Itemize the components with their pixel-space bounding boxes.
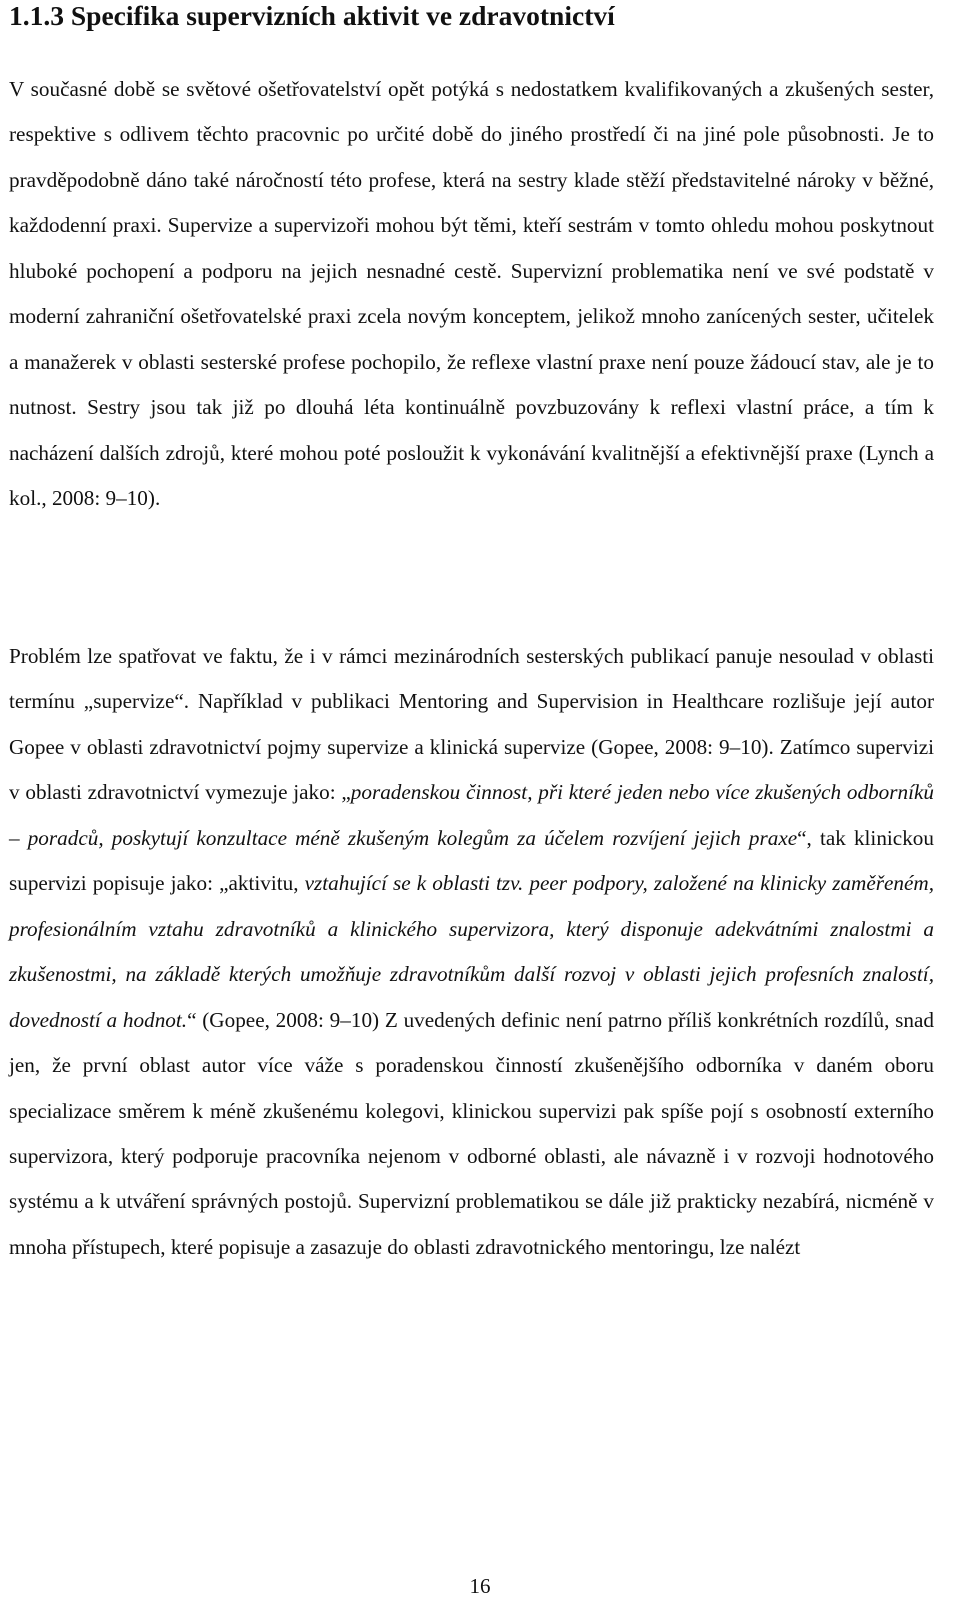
paragraph-2	[9, 634, 934, 1270]
paragraph-2-text: Problém lze spatřovat ve faktu, že i v rámci mezinárodních sesterských publikací panuje nesoulad v oblasti termínu „supervize“. Například v publikaci Mentoring and Supervision in Healthcare rozlišuje její autor Gopee v oblasti zdravotnictví pojmy supervize a klinická supervize (Gopee, 2008: 9–10). Zatímco supervizi v oblasti zdravotnictví vymezuje jako: „	[9, 644, 934, 805]
section-heading: 1.1.3 Specifika supervizních aktivit ve zdravotnictví	[9, 0, 615, 31]
gopee-clinical-supervision-definition: vztahující se k oblasti tzv. peer podpory, založené na klinicky zaměřeném, profesionálním vztahu zdravotníků a klinického supervizora, který disponuje adekvátními znalostmi a zkušenostmi, na základě kterých umožňuje zdravotníkům další rozvoj v oblasti jejich profesních znalostí, dovedností a hodnot.	[9, 871, 934, 1032]
paragraph-2-text: “, tak klinickou supervizi popisuje jako: „aktivitu,	[9, 825, 934, 896]
paragraph-2-text: “ (Gopee, 2008: 9–10) Z uvedených definic není patrno příliš konkrétních rozdílů, snad jen, že první oblast autor více váže s poradenskou činností zkušenějšího odborníka v daném oboru specializace směrem k méně zkušenému kolegovi, klinickou supervizi pak spíše pojí s osobností externího supervizora, který podporuje pracovníka nejenom v odborné oblasti, ale návazně i v rozvoji hodnotového systému a k utváření správných postojů. Supervizní problematikou se dále již prakticky nezabírá, nicméně v mnoha přístupech, které popisuje a zasazuje do oblasti zdravotnického mentoringu, lze nalézt	[9, 1007, 935, 1259]
gopee-supervision-definition: poradenskou činnost, při které jeden nebo více zkušených odborníků – poradců, poskytují konzultace méně zkušeným kolegům za účelem rozvíjení jejich praxe	[9, 780, 934, 850]
page-number: 16	[469, 1574, 491, 1598]
paragraph-1: V současné době se světové ošetřovatelství opět potýká s nedostatkem kvalifikovaných a zkušených sester, respektive s odlivem těchto pracovnic po určité době do jiného prostředí či na jiné pole působnosti. Je to pravděpodobně dáno také náročností této profese, která na sestry klade stěží představitelné nároky v běžné, každodenní praxi. Supervize a supervizoři mohou být těmi, kteří sestrám v tomto ohledu mohou poskytnout hluboké pochopení a podporu na jejich nesnadné cestě. Supervizní problematika není ve své podstatě v moderní zahraniční ošetřovatelské praxi zcela novým konceptem, jelikož mnoho zanícených sester, učitelek a manažerek v oblasti sesterské profese pochopilo, že reflexe vlastní praxe není pouze žádoucí stav, ale je to nutnost. Sestry jsou tak již po dlouhá léta kontinuálně povzbuzovány k reflexi vlastní práce, a tím k nacházení dalších zdrojů, které mohou poté posloužit k vykonávání kvalitnější a efektivnější praxe (Lynch a kol., 2008: 9–10).	[9, 77, 934, 511]
